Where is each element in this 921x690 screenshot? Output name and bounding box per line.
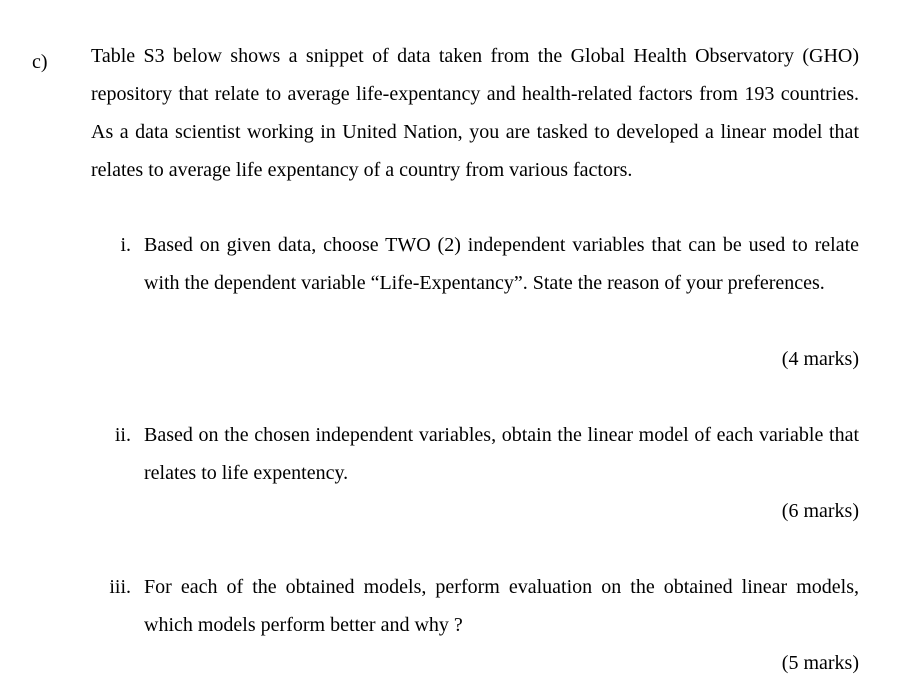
marks-label: (4 marks) [781, 348, 859, 370]
sub-question-text: Based on given data, choose TWO (2) independent variables that can be used to relate with the dependent variable “Life-Expentancy”. State the reason of your preferences. [144, 234, 859, 294]
sub-question-number: i. [120, 234, 131, 256]
marks-label: (6 marks) [781, 500, 859, 522]
marks-label: (5 marks) [781, 652, 859, 674]
sub-question-number: ii. [114, 424, 131, 446]
sub-question-text: Based on the chosen independent variables, obtain the linear model of each variable that relates to life expentency. [144, 424, 859, 484]
sub-question-number: iii. [109, 576, 131, 598]
question-intro: Table S3 below shows a snippet of data taken from the Global Health Observatory (GHO) repository that relate to average life-expentancy and health-related factors from 193 countries. As a data scientist working in United Nation, you are tasked to developed a linear model that relates to average life expentancy of a country from various factors. [91, 45, 859, 181]
sub-question-text: For each of the obtained models, perform evaluation on the obtained linear models, which models perform better and why ? [144, 576, 859, 636]
question-label: c) [32, 51, 48, 73]
